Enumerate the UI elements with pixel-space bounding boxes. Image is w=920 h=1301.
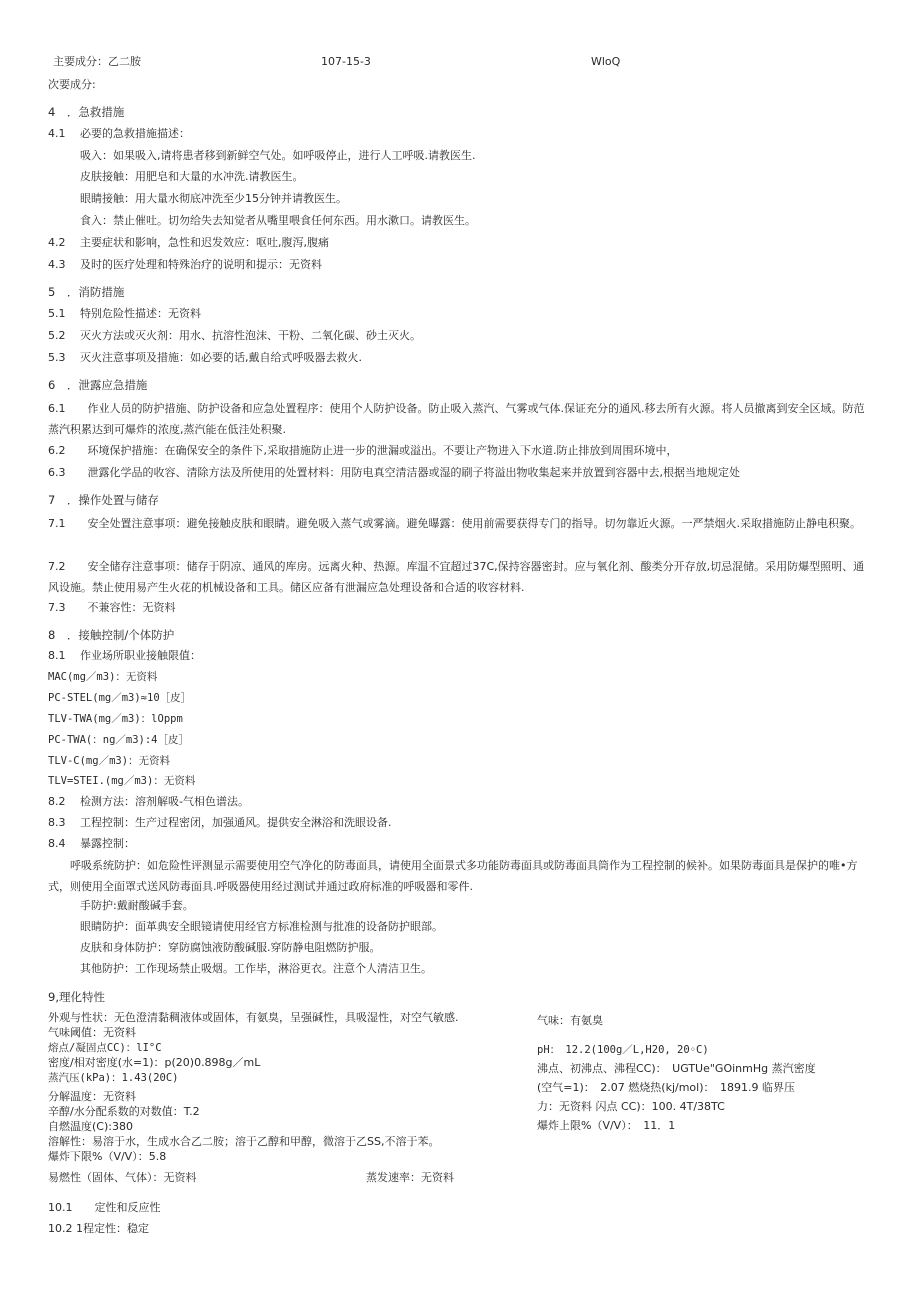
- item-5-2: 5.2 灭火方法或灭火剂：用水、抗溶性泡沫、干粉、二氧化碳、砂土灭火。: [48, 329, 421, 342]
- prop-uel: 爆炸上限%（V/V）： 11．1: [537, 1119, 676, 1132]
- item-8-3: 8.3 工程控制：生产过程密闭，加强通风。提供安全淋浴和洗眼设备.: [48, 816, 392, 829]
- prop-vapor-pressure: 蒸汽压(kPa)：1.43(20C): [48, 1072, 179, 1084]
- first-aid-skin: 皮肤接触：用肥皂和大量的水冲洗.请教医生。: [80, 170, 304, 183]
- first-aid-ingestion: 食入：禁止催吐。切勿给失去知觉者从嘴里喂食任何东西。用水漱口。请教医生。: [80, 214, 476, 227]
- first-aid-eye: 眼睛接触：用大量水彻底冲洗至少15分钟并请教医生。: [80, 192, 347, 205]
- section-8-title: 8 ．接触控制/个体防护: [48, 628, 175, 642]
- limit-pc-stel: PC-STEL(mg／m3)≈10［皮］: [48, 692, 192, 704]
- prop-flammability: 易燃性（固体、气体）：无资料: [48, 1171, 197, 1184]
- section-4-title: 4 ．急救措施: [48, 105, 125, 119]
- limit-tlv-twa: TLV-TWA(mg／m3)：lOppm: [48, 713, 183, 725]
- prop-log-kow: 辛醇/水分配系数的对数值：T.2: [48, 1105, 200, 1118]
- main-component: 主要成分：乙二胺: [53, 55, 141, 68]
- item-4-2: 4.2 主要症状和影响，急性和迟发效应：呕吐,腹泻,腹痛: [48, 236, 329, 249]
- prop-odor: 气味：有氨臭: [537, 1014, 603, 1027]
- section-6-title: 6 ．泄露应急措施: [48, 378, 148, 392]
- item-5-3: 5.3 灭火注意事项及措施：如必要的话,戴自给式呼吸器去救火.: [48, 351, 362, 364]
- protection-hand: 手防护:戴耐酸碱手套。: [80, 899, 194, 912]
- prop-critical-pressure: 力：无资料 闪点 CC)：100. 4T/38TC: [537, 1100, 725, 1113]
- item-6-1: 6.1 作业人员的防护措施、防护设备和应急处置程序：使用个人防护设备。防止吸入蒸汽、气雾或气体.保证充分的通风.移去所有火源。将人员撤离到安全区域。防范蒸汽积累达到可爆炸的浓度,蒸汽能在低洼处积聚.: [48, 402, 865, 436]
- item-5-1: 5.1 特别危险性描述：无资料: [48, 307, 201, 320]
- limit-mac: MAC(mg／m3)：无资料: [48, 671, 158, 683]
- item-10-2: 10.2 1程定性：稳定: [48, 1222, 149, 1235]
- item-4-1: 4.1 必要的急救措施描述：: [48, 127, 190, 140]
- prop-autoignition: 自燃温度(C):380: [48, 1120, 133, 1133]
- item-8-1: 8.1 作业场所职业接触限值：: [48, 649, 201, 662]
- section-7-title: 7 ．操作处置与储存: [48, 493, 159, 507]
- prop-density: 密度/相对密度(水=1)：p(20)0.898g／mL: [48, 1056, 261, 1069]
- prop-appearance: 外观与性状：无色澄清黏稠液体或固体，有氨臭，呈强碱性，具吸湿性，对空气敏感.: [48, 1011, 459, 1024]
- prop-ph: pH： 12.2(100g／L,H20, 20◦C): [537, 1044, 709, 1056]
- prop-solubility: 溶解性：易溶于水，生成水合乙二胺；溶于乙醇和甲醇，微溶于乙SS,不溶于苯。: [48, 1135, 440, 1148]
- prop-decomposition: 分解温度：无资料: [48, 1090, 136, 1103]
- first-aid-inhalation: 吸入：如果吸入,请将患者移到新鲜空气处。如呼吸停止，进行人工呼吸.请教医生.: [80, 149, 476, 162]
- item-7-2: 7.2 安全储存注意事项：储存于阴凉、通风的库房。远离火种、热源。库温不宜超过37C,保持容器密封。应与氧化剂、酸类分开存放,切忌混储。采用防爆型照明、通风设施。禁止使用易产生火花的机械设备和工具。储区应备有泄漏应急处理设备和合适的收容材料.: [48, 560, 865, 594]
- prop-melting-point: 熔点/凝固点CC)：lI°C: [48, 1042, 162, 1054]
- limit-tlv-c: TLV-C(mg／m3)：无资料: [48, 755, 171, 767]
- prop-evaporation-rate: 蒸发速率：无资料: [366, 1171, 454, 1184]
- protection-skin: 皮肤和身体防护：穿防腐蚀液防酸碱服.穿防静电阻燃防护服。: [80, 941, 381, 954]
- prop-vapor-density: (空气=1)： 2.07 燃烧热(kj/mol)： 1891.9 临界压: [537, 1081, 795, 1094]
- item-6-2: 6.2 环境保护措施：在确保安全的条件下,采取措施防止进一步的泄漏或溢出。不要让产物进入下水道.防止排放到周围环境中，: [48, 444, 678, 457]
- cas-number: 107-15-3: [321, 55, 371, 68]
- item-6-3: 6.3 泄露化学品的收容、清除方法及所使用的处置材料：用防电真空清洁器或湿的刷子将溢出物收集起来并放置到容器中去,根据当地规定处: [48, 466, 740, 479]
- item-7-1: 7.1 安全处置注意事项：避免接触皮肤和眼睛。避免吸入蒸气或雾滴。避免曝露：使用前需要获得专门的指导。切勿靠近火源。一严禁烟火.采取措施防止静电积聚。: [48, 517, 861, 530]
- secondary-component: 次要成分:: [48, 78, 96, 91]
- protection-other: 其他防护：工作现场禁止吸烟。工作毕，淋浴更衣。注意个人清洁卫生。: [80, 962, 432, 975]
- item-8-2: 8.2 检测方法：溶剂解吸-气相色谱法。: [48, 795, 249, 808]
- section-5-title: 5 ．消防措施: [48, 285, 125, 299]
- item-10-1: 10.1 定性和反应性: [48, 1201, 161, 1214]
- protection-eye: 眼睛防护：面革典安全眼镜请使用经官方标准检测与批准的设备防护眼部。: [80, 920, 443, 933]
- limit-pc-twa: PC-TWA(：ng／m3):4［皮］: [48, 734, 190, 746]
- limit-tlv-stel: TLV=STEI.(mg／m3)：无资料: [48, 775, 196, 787]
- item-7-3: 7.3 不兼容性：无资料: [48, 601, 176, 614]
- item-4-3: 4.3 及时的医疗处理和特殊治疗的说明和提示：无资料: [48, 258, 322, 271]
- section-9-title: 9,理化特性: [48, 990, 105, 1004]
- prop-odor-threshold: 气味阈值：无资料: [48, 1026, 136, 1039]
- prop-lel: 爆炸下限%（V/V）：5.8: [48, 1150, 167, 1163]
- product-code: WloQ: [591, 55, 621, 68]
- prop-boiling-point: 沸点、初沸点、沸程CC)： UGTUe"GOinmHg 蒸汽密度: [537, 1062, 816, 1075]
- item-8-4: 8.4 暴露控制：: [48, 837, 135, 850]
- protection-respiratory: 呼吸系统防护：如危险性评测显示需要使用空气净化的防毒面具，请使用全面景式多功能防毒面具或防毒面具筒作为工程控制的候补。如果防毒面具是保护的唯•方式，则使用全面罩式送风防毒面具.呼吸器使用经过测试并通过政府标准的呼吸器和零件.: [48, 859, 858, 893]
